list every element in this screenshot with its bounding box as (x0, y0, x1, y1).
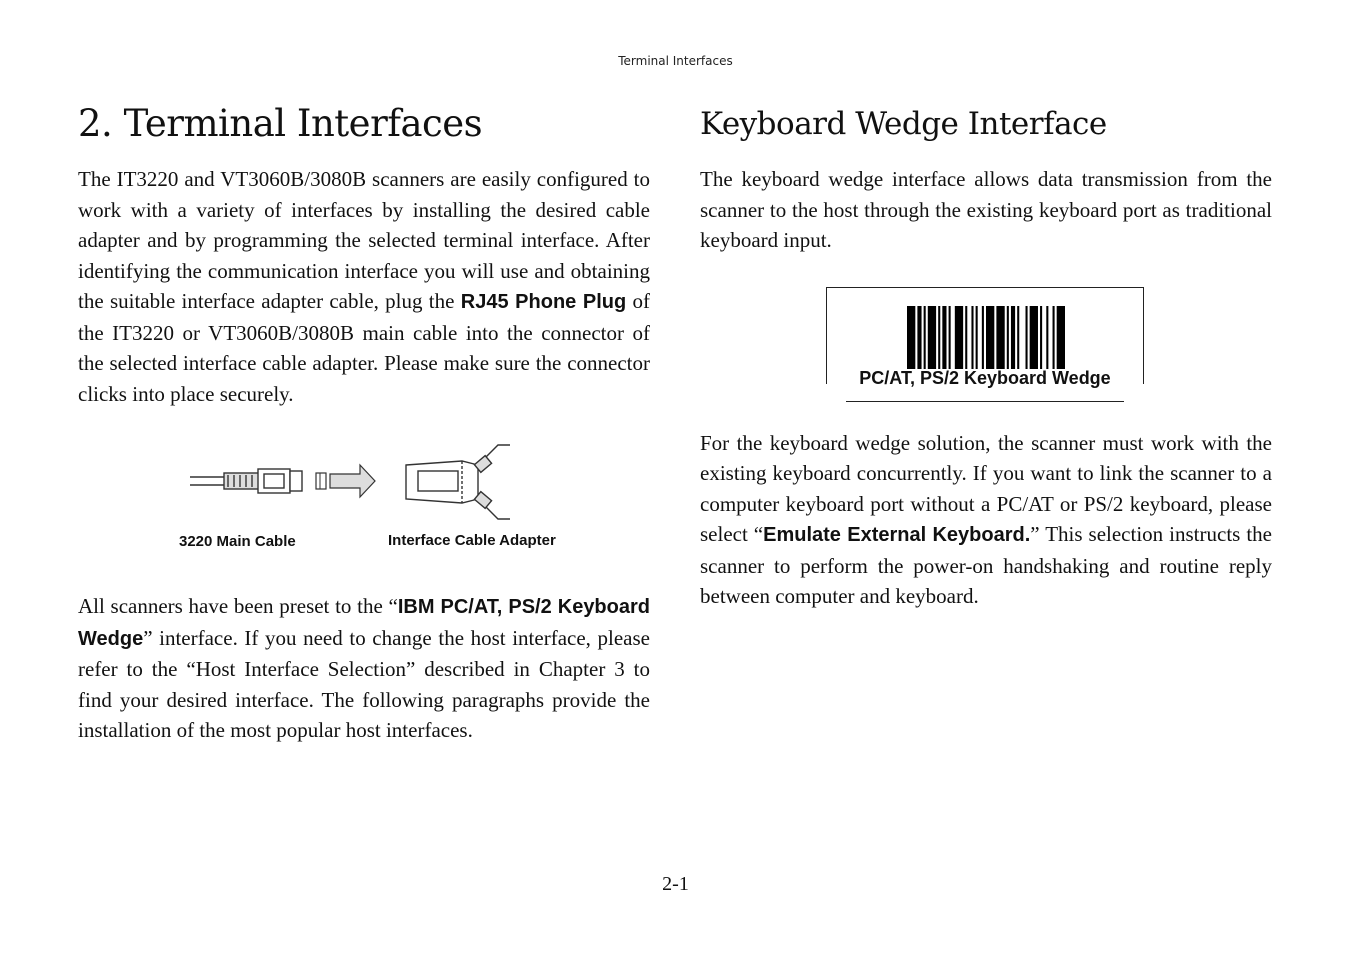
cable-connection-diagram (78, 443, 650, 553)
barcode-bar (1030, 306, 1038, 369)
barcode-bar (976, 306, 978, 369)
barcode-bar (1046, 306, 1048, 369)
right-column (700, 100, 1272, 612)
barcode-bar (917, 306, 921, 369)
barcode-bar (938, 306, 940, 369)
barcode-bar (949, 306, 951, 369)
preset-text-a: All scanners have been preset to the “ (78, 594, 398, 618)
section-title: Keyboard Wedge Interface (700, 106, 1107, 142)
barcode-bar (928, 306, 936, 369)
barcode-bar (996, 306, 1004, 369)
page-number: 2-1 (662, 873, 689, 895)
intro-text-b: of the IT3220 or VT3060B/3080B main cable into the connector of the selected interface cable adapter. Please make sure the connector clicks into place securely. (78, 289, 650, 406)
barcode-bar (1026, 306, 1028, 369)
barcode-bar (924, 306, 926, 369)
wedge-intro-paragraph: The keyboard wedge interface allows data transmission from the scanner to the host through the existing keyboard port as traditional keyboard input. (700, 167, 1272, 252)
intro-text-a: The IT3220 and VT3060B/3080B scanners are easily configured to work with a variety of interfaces by installing the desired cable adapter and by programming the selected terminal interface. After identifying the communication interface you will use and obtaining the suitable interface adapter cable, plug the (78, 167, 650, 313)
running-header: Terminal Interfaces (618, 54, 733, 68)
barcode-bar (1053, 306, 1055, 369)
arrow-right-icon (316, 465, 375, 497)
wedge-text-b: ” This selection instructs the scanner to perform the power-on handshaking and routine reply between computer and keyboard. (700, 522, 1272, 608)
barcode-card[interactable] (826, 287, 1144, 402)
barcode-caption: PC/AT, PS/2 Keyboard Wedge (859, 367, 1111, 388)
cable-figure (78, 423, 650, 583)
preset-paragraph (78, 591, 650, 746)
barcode-bar (1017, 306, 1019, 369)
intro-paragraph (78, 164, 650, 409)
barcode-bar (907, 306, 915, 369)
preset-text-b: ” interface. If you need to change the host interface, please refer to the “Host Interface Selection” described in Chapter 3 to find your desired interface. The following paragraphs provide the installation of the most popular host interfaces. (78, 625, 650, 742)
rj45-plug-term: RJ45 Phone Plug (460, 291, 627, 313)
barcode-bar (942, 306, 946, 369)
barcode-bar (986, 306, 994, 369)
barcode-image (827, 306, 1145, 376)
ibm-keyboard-wedge-term: IBM PC/AT, PS/2 Keyboard Wedge (78, 596, 650, 650)
barcode-bar (955, 306, 963, 369)
left-column (78, 100, 650, 746)
barcode-bar (1007, 306, 1009, 369)
barcode-bar (982, 306, 984, 369)
adapter-label: Interface Cable Adapter (388, 532, 556, 549)
wedge-text-a: For the keyboard wedge solution, the scanner must work with the existing keyboard concurrently. If you want to link the scanner to a computer keyboard port without a PC/AT or PS/2 keyboard, please select “ (700, 430, 1272, 546)
cable-plug-icon (190, 469, 302, 493)
barcode-bar (1011, 306, 1015, 369)
chapter-title: 2. Terminal Interfaces (78, 102, 483, 145)
adapter-icon (406, 445, 510, 519)
emulate-keyboard-term: Emulate External Keyboard. (763, 524, 1031, 546)
barcode-bar (1040, 306, 1042, 369)
main-cable-label: 3220 Main Cable (179, 533, 296, 550)
wedge-solution-paragraph (700, 428, 1272, 612)
barcode-bar (971, 306, 973, 369)
barcode-bar (1057, 306, 1065, 369)
barcode-bar (965, 306, 967, 369)
